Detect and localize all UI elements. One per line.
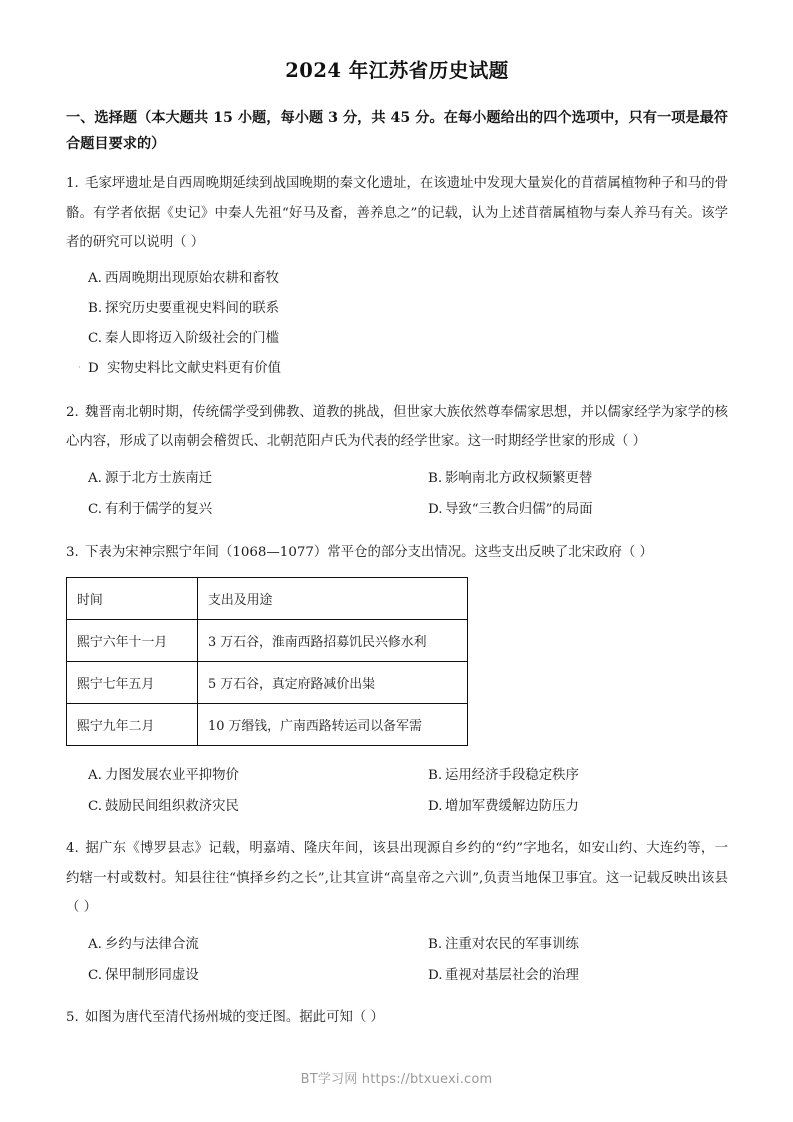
option-1-b[interactable] [88,294,728,324]
table-cell-usage: 10 万缗钱，广南西路转运司以备军需 [198,704,468,746]
option-2-b-letter: B. [428,470,443,486]
option-3-c-text: 鼓励民间组织救济灾民 [105,799,239,814]
page-content [66,55,728,1034]
question-4-stem [66,834,728,923]
option-1-a[interactable] [88,264,728,294]
table-cell-time: 熙宁六年十一月 [67,620,198,662]
option-1-c[interactable] [88,324,728,354]
option-3-d-text: 增加军费缓解边防压力 [445,799,579,814]
option-3-c-letter: C. [88,799,103,814]
option-1-d-text: 实物史料比文献史料更有价值 [107,360,282,376]
question-1-number: 1. [66,176,79,191]
option-3-b[interactable] [428,760,728,791]
table-row [67,620,468,662]
table-header-usage: 支出及用途 [198,578,468,620]
question-5 [66,1003,728,1033]
option-4-d-text: 重视对基层社会的治理 [445,967,579,983]
table-header-time: 时间 [67,578,198,620]
table-cell-usage: 5 万石谷，真定府路减价出粜 [198,662,468,704]
question-2-stem [66,398,728,457]
option-1-c-text: 秦人即将迈入阶级社会的门槛 [105,330,280,346]
option-1-d[interactable] [88,354,728,384]
question-3-options [88,760,728,822]
question-4-options [88,929,728,991]
option-4-b-text: 注重对农民的军事训练 [445,936,579,952]
option-2-d-letter: D. [428,501,443,517]
question-4-text: 据广东《博罗县志》记载，明嘉靖、隆庆年间，该县出现源自乡约的“约”字地名，如安山约、大连约等，一约辖一村或数村。知县往往“慎择乡约之长”,让其宣讲“高皇帝之六训”,负责当地保卫事宜。这一记载反映出该县（ ） [66,841,728,915]
option-3-b-text: 运用经济手段稳定秩序 [445,768,579,783]
option-2-b-text: 影响南北方政权频繁更替 [445,470,593,486]
question-3-number: 3. [66,544,79,560]
option-4-c[interactable] [88,960,428,991]
option-2-a[interactable] [88,463,428,494]
option-4-c-text: 保甲制形同虚设 [105,967,199,983]
option-4-d[interactable] [428,960,728,991]
option-4-d-letter: D. [428,967,443,983]
option-4-a[interactable] [88,929,428,960]
question-1-options [88,264,728,384]
section-header: 一、选择题（本大题共 15 小题，每小题 3 分，共 45 分。在每小题给出的四个选项中，只有一项是最符合题目要求的） [66,110,728,152]
option-1-a-letter: A. [88,270,102,286]
table-cell-usage: 3 万石谷，淮南西路招募饥民兴修水利 [198,620,468,662]
option-2-c-letter: C. [88,501,103,517]
table-cell-time: 熙宁七年五月 [67,662,198,704]
question-2-text: 魏晋南北朝时期，传统儒学受到佛教、道教的挑战，但世家大族依然尊奉儒家思想，并以儒家经学为家学的核心内容，形成了以南朝会稽贺氏、北朝范阳卢氏为代表的经学世家。这一时期经学世家的形成（ ） [66,404,728,449]
question-2 [66,398,728,525]
option-3-b-letter: B. [428,768,443,783]
option-4-c-letter: C. [88,967,103,983]
question-3-table-wrapper [66,577,728,746]
option-3-a-letter: A. [88,768,102,783]
question-3-stem [66,538,728,568]
question-1 [66,169,728,384]
option-2-a-letter: A. [88,470,102,486]
footer-watermark: BT学习网 https://btxuexi.com [300,1072,493,1087]
question-1-stem [66,169,728,258]
option-2-a-text: 源于北方士族南迁 [105,470,213,486]
option-2-b[interactable] [428,463,728,494]
expenditure-table [66,577,468,746]
question-1-text: 毛家坪遗址是自西周晚期延续到战国晚期的秦文化遗址，在该遗址中发现大量炭化的苜蓿属植物种子和马的骨骼。有学者依据《史记》中秦人先祖“好马及畜，善养息之”的记载，认为上述苜蓿属植物与秦人养马有关。该学者的研究可以说明（ ） [66,176,728,250]
scan-artifact-mark: · [78,363,81,373]
option-2-c[interactable] [88,494,428,525]
option-3-d[interactable] [428,791,728,822]
table-row [67,662,468,704]
option-3-d-letter: D. [428,799,443,814]
option-3-a[interactable] [88,760,428,791]
table-row [67,704,468,746]
option-1-c-letter: C. [88,330,103,346]
option-2-d[interactable] [428,494,728,525]
option-3-a-text: 力图发展农业平抑物价 [105,768,239,783]
question-5-text: 如图为唐代至清代扬州城的变迁图。据此可知（ ） [85,1009,384,1025]
question-3 [66,538,728,823]
option-3-c[interactable] [88,791,428,822]
option-1-b-text: 探究历史要重视史料间的联系 [105,300,280,316]
option-2-c-text: 有利于儒学的复兴 [105,501,213,517]
question-4-number: 4. [66,841,79,856]
page-title: 2024 年江苏省历史试题 [285,59,509,82]
question-5-stem [66,1003,728,1033]
table-header-row [67,578,468,620]
option-1-a-text: 西周晚期出现原始农耕和畜牧 [105,270,280,286]
option-4-a-text: 乡约与法律合流 [105,936,199,952]
question-5-number: 5. [66,1009,79,1025]
question-2-number: 2. [66,404,79,420]
option-4-b[interactable] [428,929,728,960]
option-1-d-letter: D [88,360,99,376]
option-1-b-letter: B. [88,300,103,316]
option-4-b-letter: B. [428,936,443,952]
question-3-text: 下表为宋神宗熙宁年间（1068—1077）常平仓的部分支出情况。这些支出反映了北宋政府（ ） [85,544,653,560]
question-4 [66,834,728,991]
option-2-d-text: 导致“三教合归儒”的局面 [445,501,593,517]
table-cell-time: 熙宁九年二月 [67,704,198,746]
question-2-options [88,463,728,525]
option-4-a-letter: A. [88,936,102,952]
